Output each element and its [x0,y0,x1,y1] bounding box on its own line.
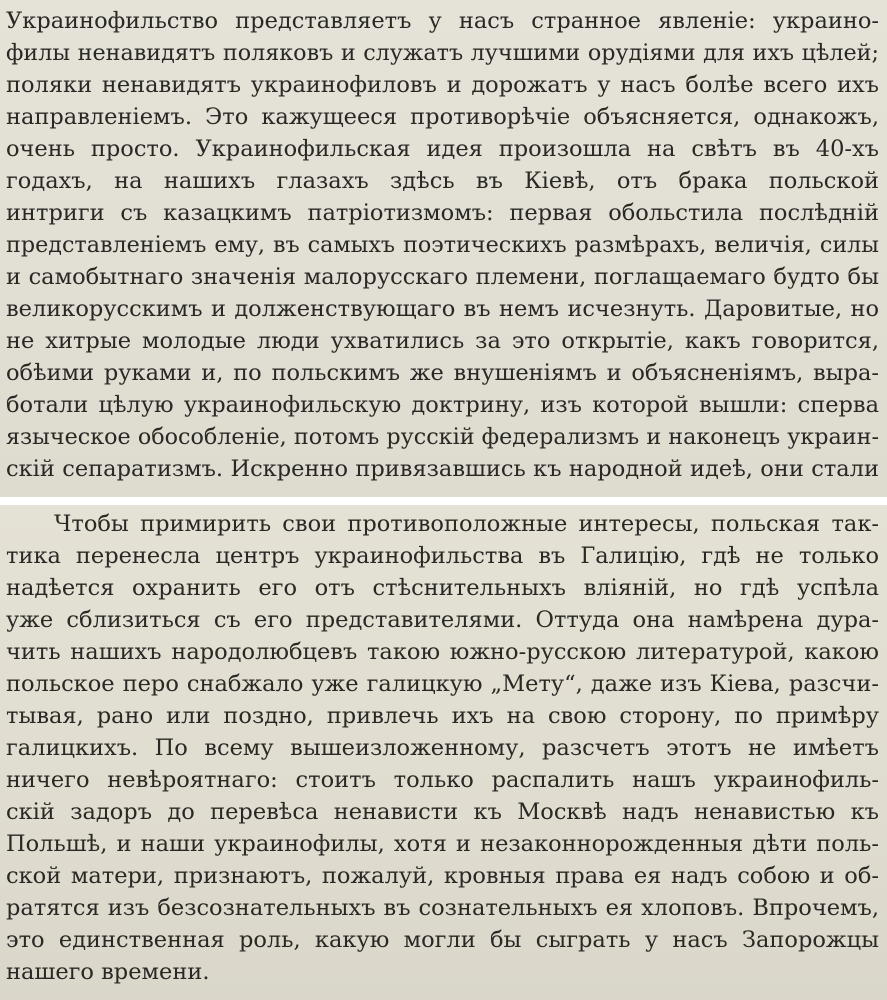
text-line: интриги съ казацкимъ патріотизмомъ: первая обольстила послѣдній [6,200,879,226]
text-line: ской матери, признаютъ, пожалуй, кровныя права ея надъ собою и об- [6,863,879,889]
text-line: обѣими руками и, по польскимъ же внушеніямъ и объясненіямъ, выра- [6,360,879,386]
scan-excerpt-bottom [0,505,887,1000]
text-line: великорусскимъ и долженствующаго въ немъ исчезнуть. Даровитые, но [6,296,879,322]
text-line: языческое обособленіе, потомъ русскій федерализмъ и наконецъ украин- [6,424,879,450]
text-line: ничего невѣроятнаго: стоитъ только распалить нашъ украинофиль- [6,767,879,793]
text-line: филы ненавидятъ поляковъ и служатъ лучшими орудіями для ихъ цѣлей; [6,40,879,66]
text-line: скій задоръ до перевѣса ненависти къ Москвѣ надъ ненавистью къ [6,799,879,825]
text-line: Польшѣ, и наши украинофилы, хотя и незаконнорожденныя дѣти поль- [6,831,879,857]
text-line: ботали цѣлую украинофильскую доктрину, изъ которой вышли: сперва [6,392,879,418]
text-line: представленіемъ ему, въ самыхъ поэтическихъ размѣрахъ, величія, силы [6,232,879,258]
text-line: не хитрые молодые люди ухватились за это открытіе, какъ говорится, [6,328,879,354]
text-line: очень просто. Украинофильская идея произошла на свѣтъ въ 40-хъ [6,136,879,162]
text-line: и самобытнаго значенія малорусскаго племени, поглащаемаго будто бы [6,264,879,290]
text-line: Чтобы примирить свои противоположные интересы, польская так- [54,511,879,537]
scan-excerpt-top [0,0,887,497]
text-line: польское перо снабжало уже галицкую „Мету“, даже изъ Кіева, разсчи- [6,671,879,697]
text-line: тывая, рано или поздно, привлечь ихъ на свою сторону, по примѣру [6,703,879,729]
text-line: чить нашихъ народолюбцевъ такою южно-русскою литературой, какою [6,639,879,665]
text-line: надѣется охранить его отъ стѣснительныхъ вліяній, но гдѣ успѣла [6,575,879,601]
text-line: поляки ненавидятъ украинофиловъ и дорожатъ у насъ болѣе всего ихъ [6,72,879,98]
excerpt-divider [0,497,887,505]
text-line: годахъ, на нашихъ глазахъ здѣсь въ Кіевѣ, отъ брака польской [6,168,879,194]
text-line: уже сблизиться съ его представителями. Оттуда она намѣрена дура- [6,607,879,633]
text-line: тика перенесла центръ украинофильства въ Галицію, гдѣ не только [6,543,879,569]
text-line: это единственная роль, какую могли бы сыграть у насъ Запорожцы [6,927,879,953]
text-line: нашего времени. [6,959,210,985]
text-line: направленіемъ. Это кажущееся противорѣчіе объясняется, однакожъ, [6,104,879,130]
text-line: скій сепаратизмъ. Искренно привязавшись къ народной идеѣ, они стали [6,456,879,482]
text-line: ратятся изъ безсознательныхъ въ сознательныхъ ея хлоповъ. Впрочемъ, [6,895,879,921]
text-line: Украинофильство представляетъ у насъ странное явленіе: украино- [6,8,879,34]
text-line: галицкихъ. По всему вышеизложенному, разсчетъ этотъ не имѣетъ [6,735,879,761]
